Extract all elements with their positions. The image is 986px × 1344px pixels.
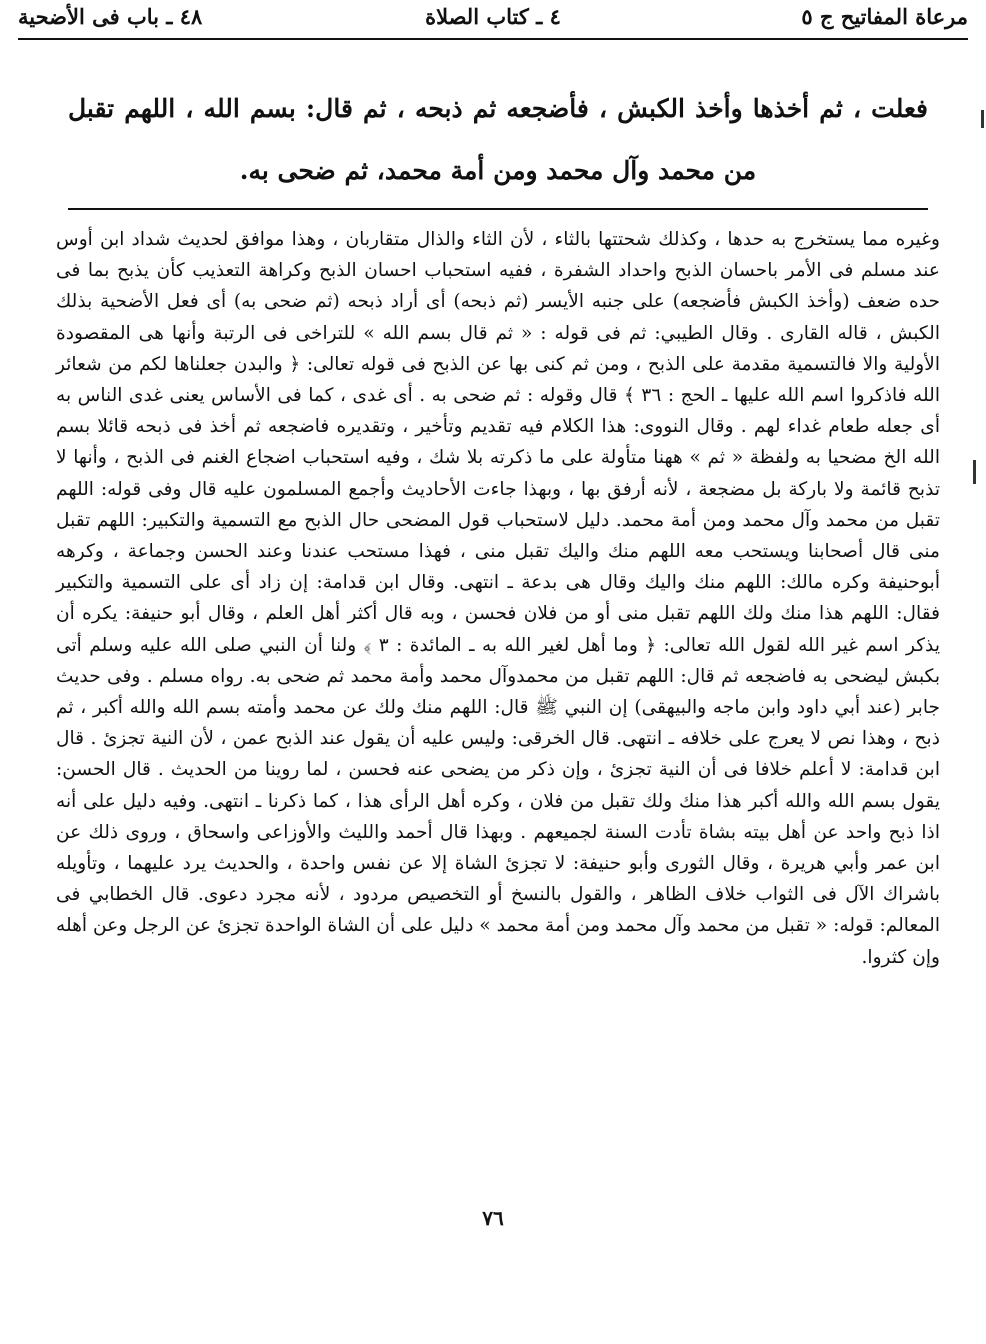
commentary-text: وغيره مما يستخرج به حدها ، وكذلك شحتتها بالثاء ، لأن الثاء والذال متقاربان ، وهذا موافق لحديث شداد ابن أوس عند مسلم فى الأمر باحسان الذبح واحداد الشفرة ، ففيه استحباب احسان الذبح وكراهة التعذيب كأن يذبح بما فى حده ضعف (وأخذ الكبش فأضجعه) على جنبه الأيسر (ثم ذبحه) أى أراد ذبحه (ثم ضحى به) أى فعل الأضحية بذلك الكبش ، قاله القارى . وقال الطيبي: ثم فى قوله : « ثم قال بسم الله » للتراخى فى الرتبة وأنها هى المقصودة الأولية والا فالتسمية مقدمة على الذبح ، ومن ثم كنى بها عن الذبح فى قوله تعالى: ﴿ والبدن جعلناها لكم من شعائر الله فاذكروا اسم الله عليها ـ الحج : ٣٦ ﴾ قال وقوله : ثم ضحى به . أى غدى ، كما فى الأساس يعنى غدى الناس به أى جعله طعام غداء لهم . وقال النووى: هذا الكلام فيه تقديم وتأخير ، وتقديره فاضجعه ثم أخذ فى ذبحه قائلا بسم الله الخ مضحيا به ولفظة « ثم » ههنا متأولة على ما ذكرته بلا شك ، وفيه استحباب اضجاع الغنم فى الذبح ، وأنها لا تذبح قائمة ولا باركة بل مضجعة ، لأنه أرفق بها ، وبهذا جاءت الأحاديث وأجمع المسلمون عليه قال وفى قوله: اللهم تقبل من محمد وآل محمد ومن أمة محمد. دليل لاستحباب قول المضحى حال الذبح مع التسمية والتكبير: اللهم تقبل منى قال أصحابنا ويستحب معه اللهم منك واليك تقبل منى ، فهذا مستحب عندنا وعند الحسن وجماعة ، وكرهه أبوحنيفة وكره مالك: اللهم منك واليك وقال هى بدعة ـ انتهى. وقال ابن قدامة: إن زاد أى على التسمية والتكبير فقال: اللهم هذا منك ولك اللهم تقبل منى أو من فلان فحسن ، وبه قال أكثر أهل العلم ، وقال أبو حنيفة: يكره أن يذكر اسم غير الله لقول الله تعالى: ﴿ وما أهل لغير الله به ـ المائدة : ٣ ﴾ ولنا أن النبي صلى الله عليه وسلم أتى بكبش ليضحى به فاضجعه ثم قال: اللهم تقبل من محمدوآل محمد وأمة محمد ثم ضحى به. رواه مسلم . وفى حديث جابر (عند أبي داود وابن ماجه والبيهقى) إن النبي ﷺ قال: اللهم منك ولك عن محمد وأمته بسم الله والله أكبر ، ثم ذبح ، وهذا نص لا يعرج على خلافه ـ انتهى. قال الخرقى: وليس عليه أن يقول عند الذبح عمن ، لأن النية تجزئ . قال ابن قدامة: لا أعلم خلافا فى أن النية تجزئ ، وإن ذكر من يضحى عنه فحسن ، لما روينا من الحديث . قال الحسن: يقول بسم الله والله أكبر هذا منك ولك تقبل من فلان ، وكره أهل الرأى هذا ، كما ذكرنا ـ انتهى. وفيه دليل على أنه اذا ذبح واحد عن أهل بيته بشاة تأدت السنة لجميعهم . وبهذا قال أحمد والليث والأوزاعى واسحاق ، وروى ذلك عن ابن عمر وأبي هريرة ، وقال الثورى وأبو حنيفة: لا تجزئ الشاة إلا عن نفس واحدة ، والحديث يرد عليهما ، وتأويله باشراك الآل فى الثواب خلاف الظاهر ، والقول بالنسخ أو التخصيص مردود ، لأنه مجرد دعوى. قال الخطابي فى المعالم: قوله: « تقبل من محمد وآل محمد ومن أمة محمد » دليل على أن الشاة الواحدة تجزئ عن الرجل وعن أهله وإن كثروا. [56,229,940,968]
header-chapter: ٤٨ ـ باب فى الأضحية [18,4,203,29]
running-header [18,0,968,40]
header-book-section: ٤ ـ كتاب الصلاة [425,4,561,29]
separator-rule [68,208,928,210]
hadith-main-text: فعلت ، ثم أخذها وأخذ الكبش ، فأضجعه ثم ذبحه ، ثم قال: بسم الله ، اللهم تقبل من محمد وآل محمد ومن أمة محمد، ثم ضحى به. [68,94,928,185]
margin-mark [973,460,976,484]
commentary-block [56,224,940,973]
page-number: ٧٦ [482,1206,504,1230]
margin-mark [981,110,984,128]
header-book-title: مرعاة المفاتيح ج ٥ [801,4,968,29]
